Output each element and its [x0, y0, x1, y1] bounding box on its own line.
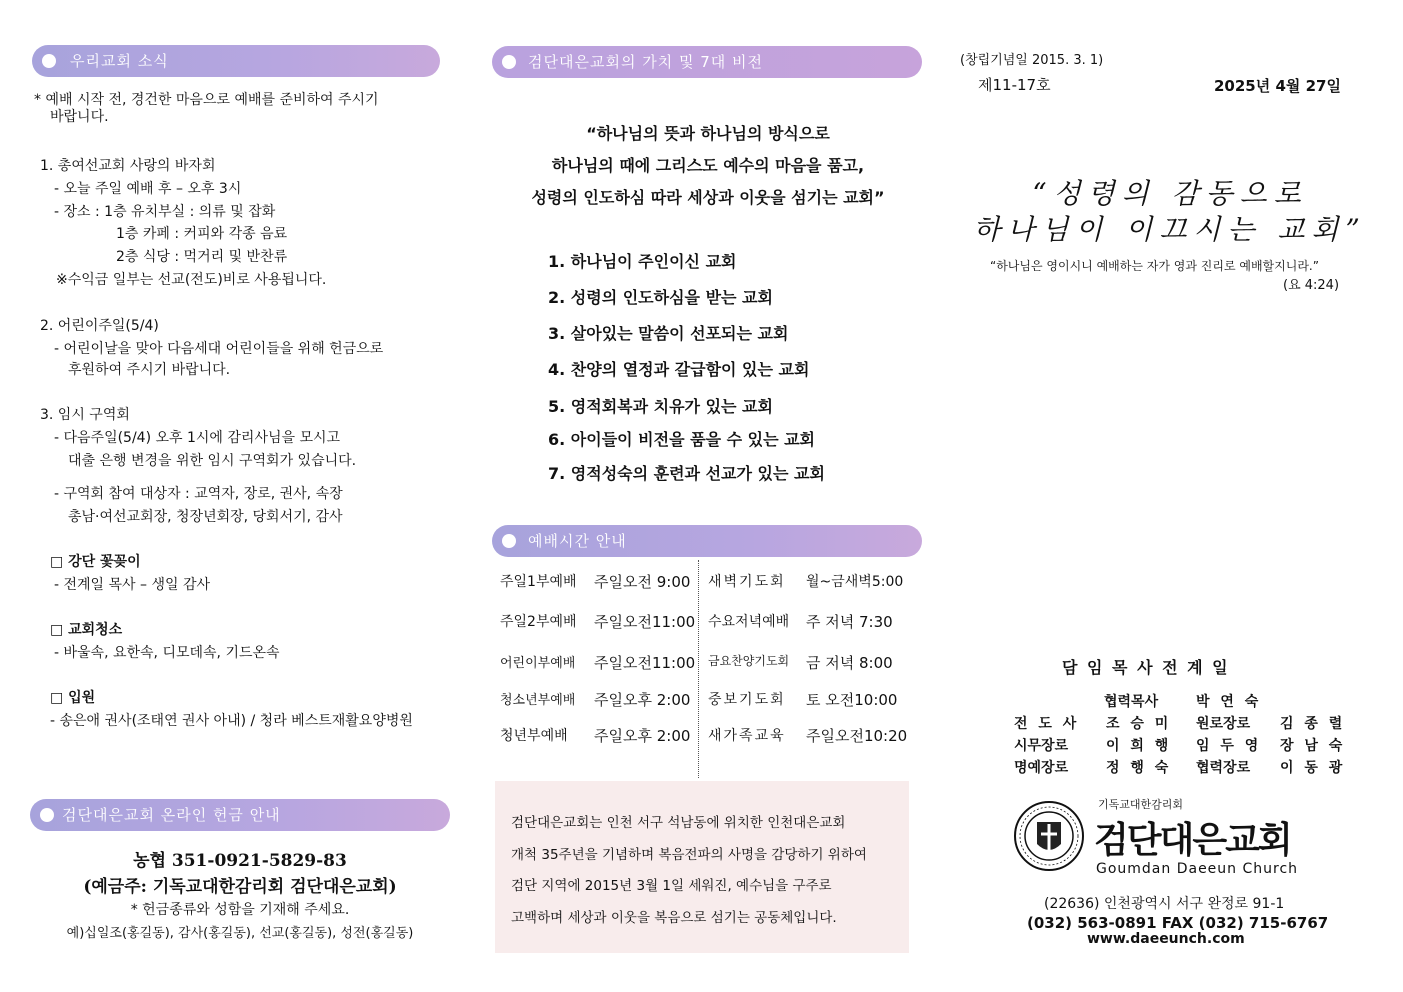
news-item-1-title: 1. 총여선교회 사랑의 바자회: [40, 158, 216, 174]
news-item-3-line: - 다음주일(5/4) 오후 1시에 감리사님을 모시고: [54, 430, 341, 446]
schedule-service-time: 월~금새벽5:00: [806, 574, 904, 590]
vision-quote: [496, 118, 920, 214]
news-item-3-line: - 구역회 참여 대상자 : 교역자, 장로, 권사, 속장: [54, 486, 343, 502]
hospital-title: □ 입원: [50, 690, 96, 706]
news-header-label: 우리교회 소식: [70, 52, 169, 70]
news-item-1-line: - 오늘 주일 예배 후 – 오후 3시: [54, 181, 242, 197]
staff-name: 임 두 영: [1196, 738, 1262, 754]
bank-account: 농협 351-0921-5829-83: [133, 851, 347, 871]
schedule-service-time: 주일오전 9:00: [594, 573, 691, 591]
bulletin-date: 2025년 4월 27일: [1214, 77, 1341, 95]
church-intro-box: [495, 781, 909, 953]
schedule-service-name: 중보기도회: [708, 692, 786, 708]
vision-item: 3. 살아있는 말씀이 선포되는 교회: [548, 324, 789, 343]
scripture-reference: (요 4:24): [1283, 278, 1340, 293]
schedule-service-name: 어린이부예배: [500, 656, 576, 671]
staff-name: 조 승 미: [1106, 716, 1172, 732]
news-item-2-line: 후원하여 주시기 바랍니다.: [68, 362, 231, 378]
scripture-verse: “하나님은 영이시니 예배하는 자가 영과 진리로 예배할지니라.”: [990, 259, 1319, 273]
staff-name: 정 행 숙: [1106, 760, 1172, 776]
news-item-3-title: 3. 임시 구역회: [40, 407, 130, 423]
vision-item: 4. 찬양의 열정과 갈급함이 있는 교회: [548, 360, 810, 379]
schedule-service-name: 주일1부예배: [500, 574, 577, 590]
offering-header: [30, 799, 450, 831]
vision-item: 5. 영적회복과 치유가 있는 교회: [548, 397, 773, 416]
church-intro-line: 고백하며 세상과 이웃을 복음으로 섬기는 공동체입니다.: [511, 910, 837, 926]
staff-name: 이 희 행: [1106, 738, 1172, 754]
staff-name: 박 연 숙: [1196, 694, 1262, 710]
issue-number: 제11-17호: [978, 76, 1051, 94]
offering-header-label: 검단대은교회 온라인 헌금 안내: [62, 806, 281, 824]
senior-pastor: 담 임 목 사 전 계 일: [1062, 658, 1230, 677]
news-item-1-line: 2층 식당 : 먹거리 및 반찬류: [116, 249, 288, 265]
church-website: www.daeeunch.com: [1087, 931, 1245, 947]
vision-quote-line: 성령의 인도하심 따라 세상과 이웃을 섬기는 교회”: [531, 188, 885, 207]
schedule-service-name: 청년부예배: [500, 728, 568, 744]
church-intro-line: 개척 35주년을 기념하며 복음전파의 사명을 감당하기 위하여: [511, 847, 867, 863]
staff-name: 김 종 렬: [1280, 716, 1346, 732]
staff-name: 이 동 광: [1280, 760, 1346, 776]
vision-item: 2. 성령의 인도하심을 받는 교회: [548, 288, 773, 307]
church-intro-line: 검단 지역에 2015년 3월 1일 세워진, 예수님을 구주로: [511, 878, 832, 894]
schedule-service-time: 금 저녁 8:00: [806, 654, 893, 672]
news-intro: * 예배 시작 전, 경건한 마음으로 예배를 준비하여 주시기: [34, 92, 379, 108]
offering-note: * 헌금종류와 성함을 기재해 주세요.: [130, 902, 350, 918]
flower-title: □ 강단 꽃꽂이: [50, 554, 141, 570]
schedule-service-time: 주일오전11:00: [594, 654, 696, 672]
schedule-divider: [698, 560, 699, 778]
schedule-service-time: 주 저녁 7:30: [806, 613, 893, 631]
schedule-service-time: 주일오후 2:00: [594, 691, 691, 709]
bullet-dot-icon: [42, 54, 56, 68]
news-item-2-line: - 어린이날을 맞아 다음세대 어린이들을 위해 헌금으로: [54, 341, 384, 357]
news-item-3-line: 대출 은행 변경을 위한 임시 구역회가 있습니다.: [68, 453, 357, 469]
vision-quote-line: “하나님의 뜻과 하나님의 방식으로: [586, 124, 830, 143]
vision-item: 6. 아이들이 비전을 품을 수 있는 교회: [548, 430, 816, 449]
vision-item: 7. 영적성숙의 훈련과 선교가 있는 교회: [548, 464, 825, 483]
methodist-seal-logo: [1013, 800, 1085, 872]
staff-title: 전 도 사: [1014, 716, 1080, 732]
vision-item: 1. 하나님이 주인이신 교회: [548, 252, 737, 271]
church-address: (22636) 인천광역시 서구 완정로 91-1: [1044, 896, 1285, 912]
church-name-english: Goumdan Daeeun Church: [1096, 861, 1299, 877]
cleaning-line: - 바울속, 요한속, 디모데속, 기드온속: [54, 645, 280, 661]
bullet-dot-icon: [40, 808, 54, 822]
hospital-line: - 송은애 권사(조태연 권사 아내) / 청라 베스트재활요양병원: [50, 713, 413, 729]
schedule-service-time: 주일오전10:20: [806, 727, 908, 745]
news-item-1-line: - 장소 : 1층 유치부실 : 의류 및 잡화: [54, 204, 276, 220]
staff-title: 시무장로: [1014, 738, 1069, 754]
schedule-service-name: 주일2부예배: [500, 614, 577, 630]
vision-header: [492, 46, 922, 78]
staff-title: 협력장로: [1196, 760, 1251, 776]
staff-name: 장 남 숙: [1280, 738, 1346, 754]
church-motto: “성령의 감동으로: [1032, 177, 1308, 210]
worship-header: [492, 525, 922, 557]
cleaning-title: □ 교회청소: [50, 622, 123, 638]
schedule-service-name: 청소년부예배: [500, 693, 576, 708]
account-holder: (예금주: 기독교대한감리회 검단대은교회): [83, 877, 397, 897]
schedule-service-name: 수요저녁예배: [708, 614, 790, 630]
news-header: [32, 45, 440, 77]
schedule-service-time: 주일오후 2:00: [594, 727, 691, 745]
news-intro-cont: 바랍니다.: [50, 109, 109, 125]
vision-quote-line: 하나님의 때에 그리스도 예수의 마음을 품고,: [551, 156, 865, 175]
bullet-dot-icon: [502, 55, 516, 69]
church-phone: (032) 563-0891 FAX (032) 715-6767: [1027, 914, 1329, 932]
worship-header-label: 예배시간 안내: [528, 532, 627, 550]
staff-title: 명예장로: [1014, 760, 1069, 776]
offering-example: 예)십일조(홍길동), 감사(홍길동), 선교(홍길동), 성전(홍길동): [66, 926, 414, 941]
schedule-service-name: 새가족교육: [708, 728, 786, 744]
church-intro-line: 검단대은교회는 인천 서구 석남동에 위치한 인천대은교회: [511, 815, 846, 831]
news-item-3-line: 총남·여선교회장, 청장년회장, 당회서기, 감사: [68, 509, 343, 525]
news-item-2-title: 2. 어린이주일(5/4): [40, 318, 159, 334]
news-item-1-note: ※수익금 일부는 선교(전도)비로 사용됩니다.: [56, 272, 327, 288]
schedule-service-name: 금요찬양기도회: [708, 654, 790, 668]
schedule-service-time: 주일오전11:00: [594, 613, 696, 631]
founding-date: (창립기념일 2015. 3. 1): [960, 53, 1104, 68]
flower-line: - 전계일 목사 – 생일 감사: [54, 577, 211, 593]
staff-title: 협력목사: [1104, 694, 1159, 710]
bullet-dot-icon: [502, 534, 516, 548]
church-motto: 하나님이 이끄시는 교회”: [973, 213, 1367, 246]
church-name-logo: 검단대은교회: [1094, 820, 1291, 861]
news-item-1-line: 1층 카페 : 커피와 각종 음료: [116, 226, 288, 242]
schedule-service-name: 새벽기도회: [708, 574, 786, 590]
schedule-service-time: 토 오전10:00: [806, 691, 898, 709]
staff-title: 원로장로: [1196, 716, 1251, 732]
denomination-label: 기독교대한감리회: [1098, 798, 1184, 811]
vision-header-label: 검단대은교회의 가치 및 7대 비전: [528, 53, 763, 71]
